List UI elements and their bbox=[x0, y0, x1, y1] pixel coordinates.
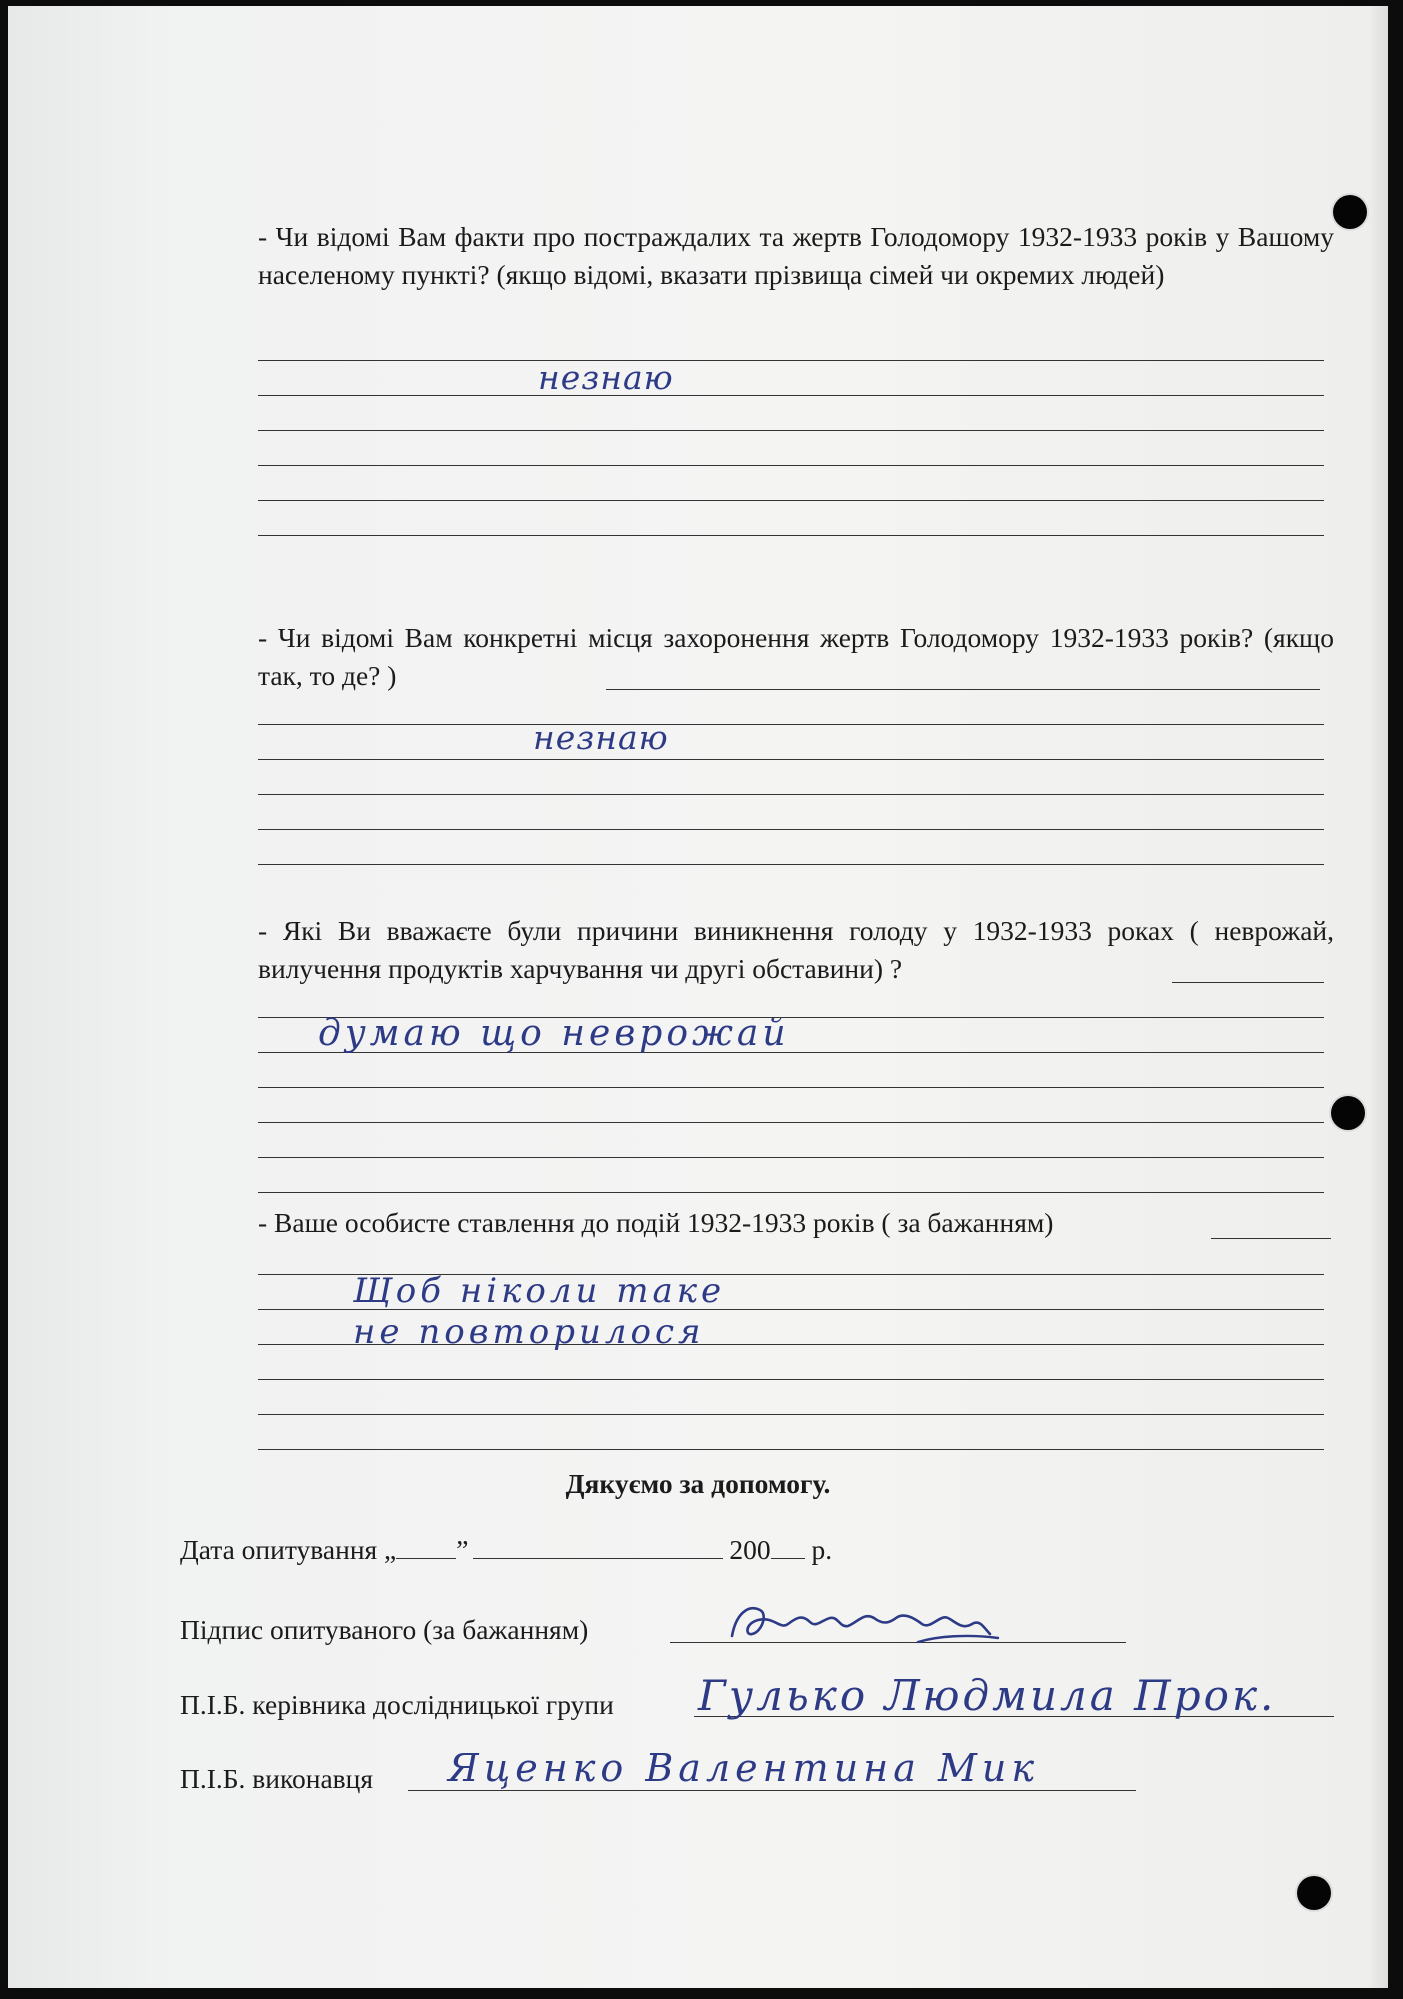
answer-line bbox=[606, 689, 1320, 690]
answer-line bbox=[1172, 982, 1324, 983]
questionnaire-page bbox=[8, 6, 1388, 1988]
answer-line bbox=[258, 759, 1324, 760]
answer-line bbox=[1211, 1238, 1331, 1239]
page-edge-shadow bbox=[1368, 6, 1388, 1988]
question-4-text: - Ваше особисте ставлення до подій 1932-1933 років ( за бажанням) bbox=[258, 1207, 1054, 1238]
answer-line bbox=[258, 1414, 1324, 1415]
executor-name-handwritten: Яценко Валентина Мик bbox=[448, 1746, 1040, 1790]
thanks-heading: Дякуємо за допомогу. bbox=[565, 1468, 831, 1499]
answer-line bbox=[258, 724, 1324, 725]
date-quote-close: ” bbox=[456, 1534, 469, 1565]
signature-underline bbox=[918, 1636, 998, 1642]
handwritten-answer-3: думаю що неврожай bbox=[318, 1013, 790, 1054]
handwritten-answer-4-line-2: не повторилося bbox=[353, 1312, 705, 1352]
answer-line bbox=[258, 794, 1324, 795]
answer-line bbox=[258, 864, 1324, 865]
survey-date-label bbox=[180, 1534, 832, 1566]
executor-line bbox=[408, 1790, 1136, 1791]
punch-hole-bottom bbox=[1297, 1876, 1331, 1910]
handwritten-answer-4-line-1: Щоб ніколи таке bbox=[353, 1271, 726, 1311]
date-day-blank bbox=[396, 1536, 456, 1559]
signature-stroke bbox=[732, 1608, 990, 1636]
answer-line bbox=[258, 1157, 1324, 1158]
handwritten-answer-1: незнаю bbox=[538, 358, 674, 397]
answer-line bbox=[258, 500, 1324, 501]
date-year-blank bbox=[771, 1536, 805, 1559]
answer-line bbox=[258, 395, 1324, 396]
answer-line bbox=[258, 1087, 1324, 1088]
answer-line bbox=[258, 430, 1324, 431]
question-3-text: - Які Ви вважаєте були причини виникнення голоду у 1932-1933 роках ( неврожай, вилучення продуктів харчування чи другі обставини) ? bbox=[258, 915, 1334, 984]
answer-line bbox=[258, 1192, 1324, 1193]
leader-name-handwritten: Гулько Людмила Прок. bbox=[698, 1671, 1277, 1720]
punch-hole-top bbox=[1333, 195, 1367, 229]
answer-line bbox=[258, 465, 1324, 466]
punch-hole-middle bbox=[1331, 1096, 1365, 1130]
answer-line bbox=[258, 535, 1324, 536]
date-label-text: Дата опитування „ bbox=[180, 1534, 397, 1565]
date-year-suffix: р. bbox=[811, 1534, 833, 1565]
signature-label: Підпис опитуваного (за бажанням) bbox=[180, 1614, 589, 1645]
respondent-signature bbox=[718, 1584, 1018, 1654]
leader-label: П.І.Б. керівника дослідницької групи bbox=[180, 1689, 614, 1720]
answer-line bbox=[258, 829, 1324, 830]
date-year-prefix: 200 bbox=[729, 1534, 771, 1565]
answer-line bbox=[258, 1379, 1324, 1380]
executor-label: П.І.Б. виконавця bbox=[180, 1763, 373, 1794]
question-2-text: - Чи відомі Вам конкретні місця захоронення жертв Голодомору 1932-1933 років? (якщо так, то де? ) bbox=[258, 622, 1334, 691]
handwritten-answer-2: незнаю bbox=[533, 718, 669, 757]
date-month-blank bbox=[473, 1536, 723, 1559]
answer-line bbox=[258, 1122, 1324, 1123]
answer-line bbox=[258, 1449, 1324, 1450]
answer-line bbox=[258, 360, 1324, 361]
question-1-text: - Чи відомі Вам факти про постраждалих та жертв Голодомору 1932-1933 років у Вашому населеному пункті? (якщо відомі, вказати прізвища сімей чи окремих людей) bbox=[258, 221, 1334, 290]
